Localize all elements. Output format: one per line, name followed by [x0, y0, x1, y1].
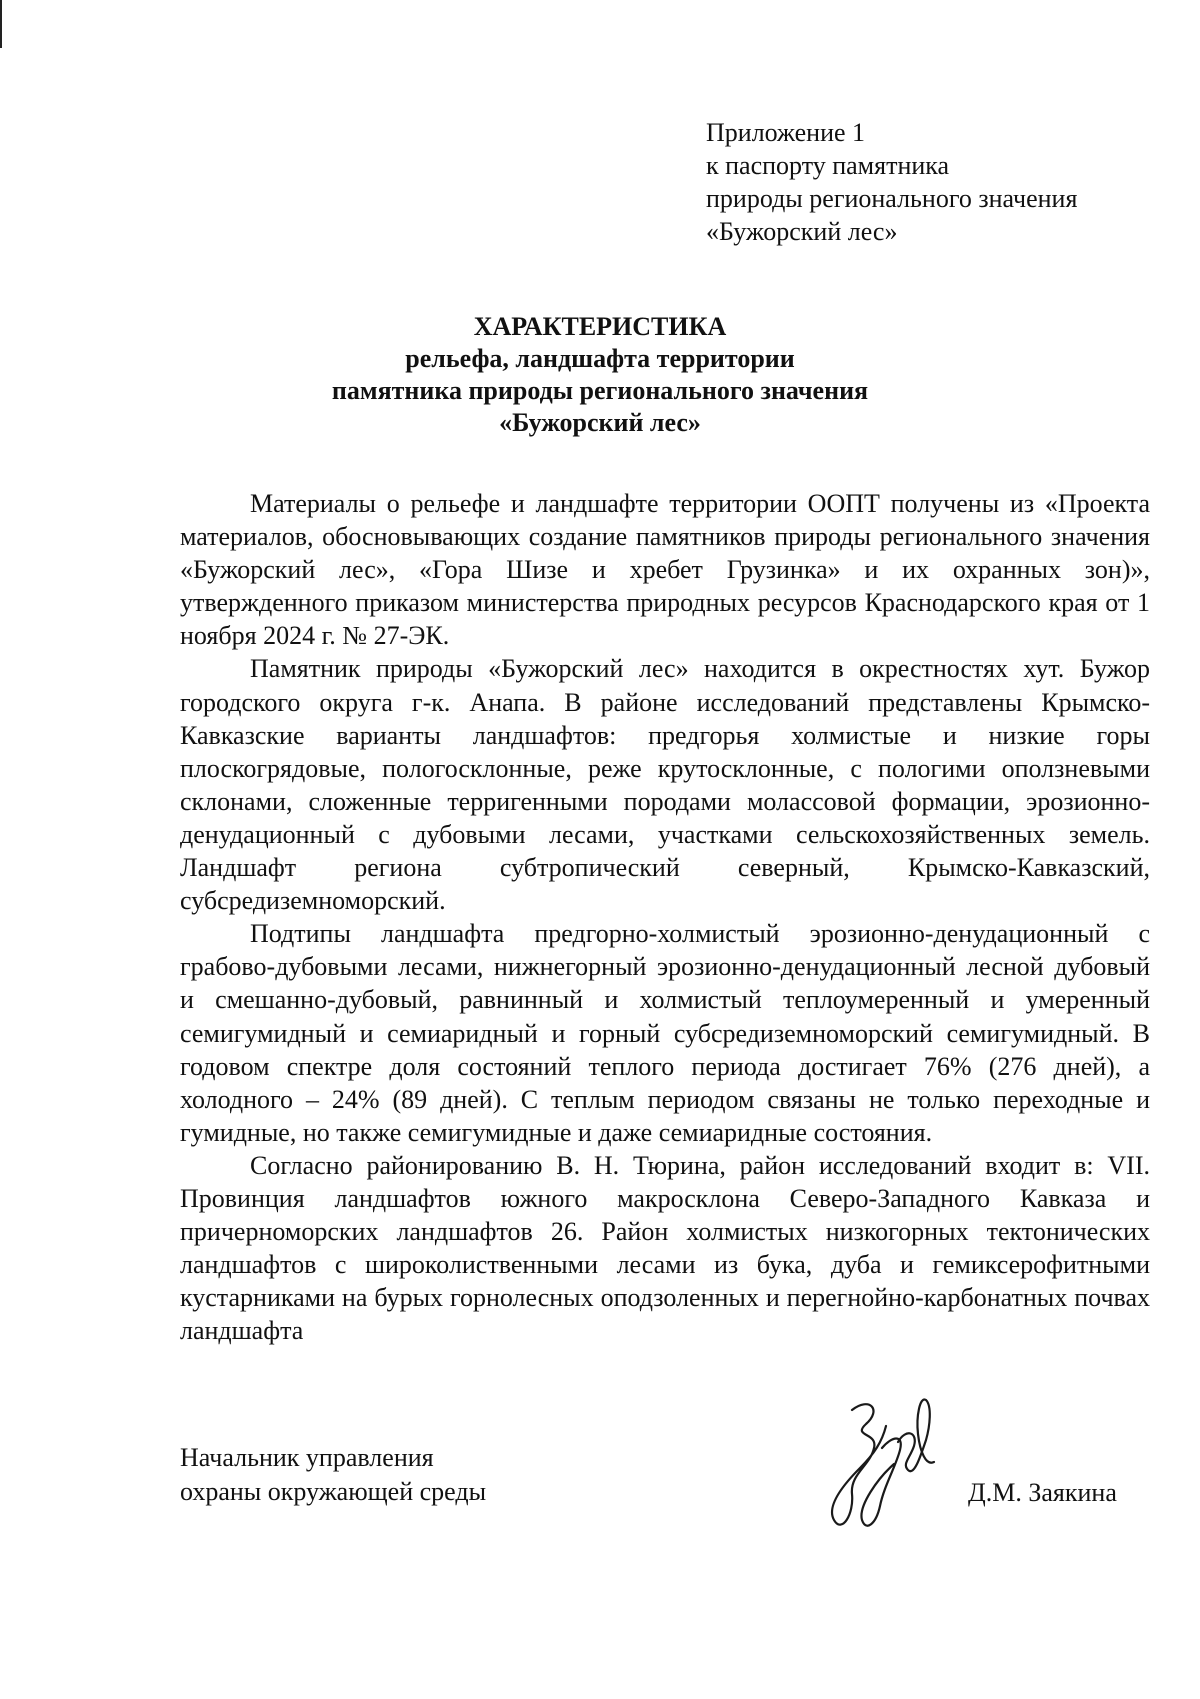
- signatory-position: [180, 1441, 486, 1509]
- body-paragraph: Согласно районированию В. Н. Тюрина, район исследований входит в: VII. Провинция ландшафтов южного макросклона Северо-Западного Кавказа и причерноморских ландшафтов 26. Район холмистых низкогорных тектонических ландшафтов с широколиственными лесами из бука, дуба и гемиксерофитными кустарниками на бурых горнолесных оподзоленных и перегнойно-карбонатных почвах ландшафта: [180, 1150, 1150, 1346]
- title-heading: ХАРАКТЕРИСТИКА: [473, 312, 727, 341]
- title-subtitle-line: «Бужорский лес»: [499, 408, 701, 437]
- title-subtitle-line: памятника природы регионального значения: [331, 376, 869, 405]
- appendix-line: к паспорту памятника: [706, 151, 950, 180]
- appendix-note: [706, 116, 1077, 248]
- appendix-line: «Бужорский лес»: [706, 217, 898, 246]
- body-paragraph: Материалы о рельефе и ландшафте территории ООПТ получены из «Проекта материалов, обосновывающих создание памятников природы регионального значения «Бужорский лес», «Гора Шизе и хребет Грузинка» и их охранных зон)», утвержденного приказом министерства природных ресурсов Краснодарского края от 1 ноября 2024 г. № 27-ЭК.: [180, 489, 1150, 651]
- document-body: [180, 487, 1150, 1347]
- handwritten-signature: [822, 1382, 952, 1542]
- scan-edge-mark: [0, 0, 2, 48]
- document-title: [0, 311, 1200, 439]
- signatory-position-line: Начальник управления: [180, 1443, 434, 1472]
- signatory-name: Д.М. Заякина: [968, 1478, 1117, 1507]
- title-subtitle-line: рельефа, ландшафта территории: [405, 344, 795, 373]
- appendix-line: природы регионального значения: [706, 184, 1078, 213]
- appendix-line: Приложение 1: [706, 118, 866, 147]
- body-paragraph: Подтипы ландшафта предгорно-холмистый эрозионно-денудационный с грабово-дубовыми лесами, нижнегорный эрозионно-денудационный лесной дубовый и смешанно-дубовый, равнинный и холмистый теплоумеренный и умеренный семигумидный и семиаридный и горный субсредиземноморский семигумидный. В годовом спектре доля состояний теплого периода достигает 76% (276 дней), а холодного – 24% (89 дней). С теплым периодом связаны не только переходные и гумидные, но также семигумидные и даже семиаридные состояния.: [180, 919, 1150, 1147]
- body-paragraph: Памятник природы «Бужорский лес» находится в окрестностях хут. Бужор городского округа г-к. Анапа. В районе исследований представлены Крымско-Кавказские варианты ландшафтов: предгорья холмистые и низкие горы плоскогрядовые, пологосклонные, реже крутосклонные, с пологими оползневыми склонами, сложенные терригенными породами молассовой формации, эрозионно-денудационный с дубовыми лесами, участками сельскохозяйственных земель. Ландшафт региона субтропический северный, Крымско-Кавказский, субсредиземноморский.: [180, 654, 1150, 916]
- signatory-position-line: охраны окружающей среды: [180, 1477, 487, 1506]
